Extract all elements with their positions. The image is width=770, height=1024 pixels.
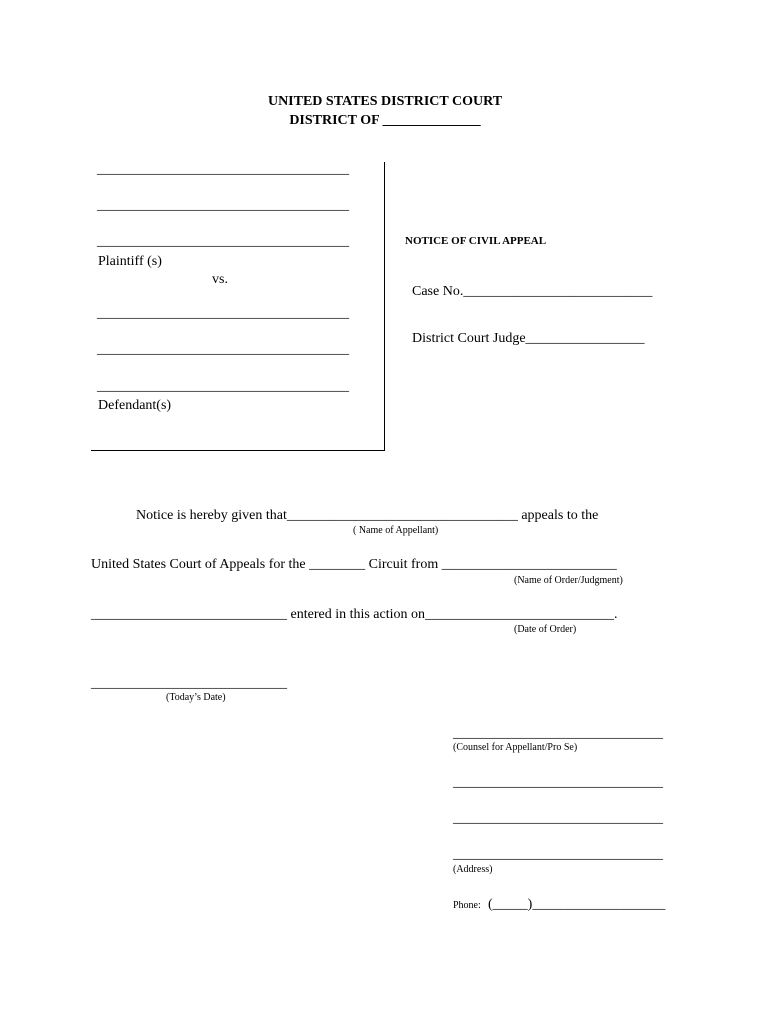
district-title: DISTRICT OF ______________ xyxy=(289,113,481,128)
address-line-1[interactable]: ______________________________ xyxy=(453,775,663,790)
court-title: UNITED STATES DISTRICT COURT xyxy=(267,94,503,109)
caption-divider xyxy=(384,162,385,451)
phone-label: Phone: xyxy=(453,900,481,911)
defendant-name-line-2[interactable]: ____________________________________ xyxy=(97,342,349,357)
plaintiff-name-line-1[interactable]: ____________________________________ xyxy=(97,162,349,177)
plaintiff-name-line-2[interactable]: ____________________________________ xyxy=(97,198,349,213)
todays-date-field[interactable]: ____________________________ xyxy=(91,676,287,691)
appellant-name-caption: ( Name of Appellant) xyxy=(353,525,439,536)
case-number-field[interactable]: Case No.___________________________ xyxy=(412,284,653,299)
address-caption: (Address) xyxy=(453,864,493,875)
order-date-caption: (Date of Order) xyxy=(514,624,577,635)
counsel-signature-field[interactable]: ______________________________ xyxy=(453,726,663,741)
phone-field[interactable]: (_____)___________________ xyxy=(488,897,666,912)
versus-label: vs. xyxy=(212,272,228,287)
caption-bottom-rule xyxy=(91,450,385,451)
district-judge-field[interactable]: District Court Judge_________________ xyxy=(412,331,645,346)
notice-line-entered[interactable]: ____________________________ entered in this action on___________________________. xyxy=(91,607,618,622)
todays-date-caption: (Today’s Date) xyxy=(166,692,226,703)
defendant-name-line-3[interactable]: ____________________________________ xyxy=(97,379,349,394)
plaintiff-label: Plaintiff (s) xyxy=(98,254,162,269)
notice-line-circuit[interactable]: United States Court of Appeals for the ________ Circuit from _________________________ xyxy=(91,557,617,572)
address-line-2[interactable]: ______________________________ xyxy=(453,811,663,826)
counsel-caption: (Counsel for Appellant/Pro Se) xyxy=(453,742,578,753)
defendant-name-line-1[interactable]: ____________________________________ xyxy=(97,306,349,321)
order-name-caption: (Name of Order/Judgment) xyxy=(514,575,623,586)
defendant-label: Defendant(s) xyxy=(98,398,172,413)
notice-line-appellant[interactable]: Notice is hereby given that_________________________________ appeals to the xyxy=(136,508,599,523)
plaintiff-name-line-3[interactable]: ____________________________________ xyxy=(97,234,349,249)
address-line-3[interactable]: ______________________________ xyxy=(453,847,663,862)
notice-title: NOTICE OF CIVIL APPEAL xyxy=(405,235,547,247)
